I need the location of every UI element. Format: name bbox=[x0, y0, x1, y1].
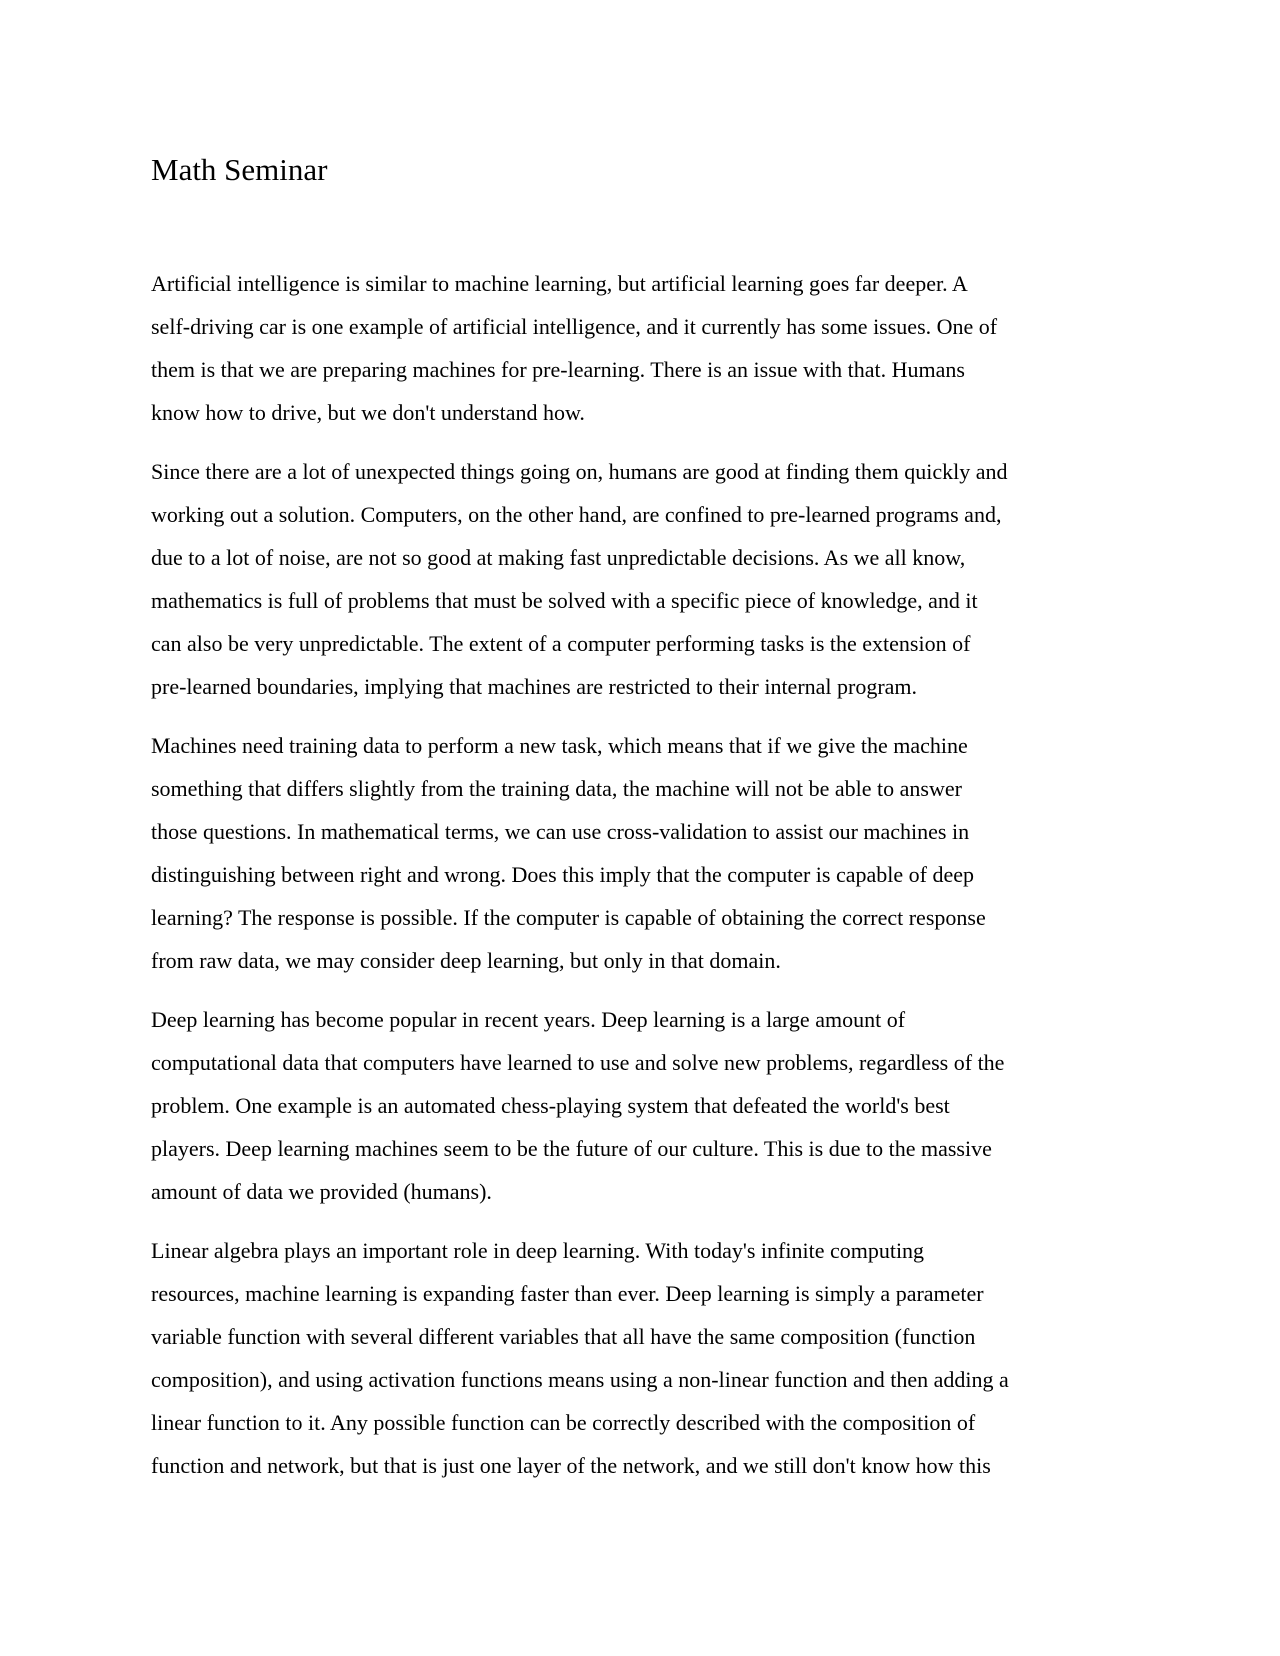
text-line: know how to drive, but we don't understand how. bbox=[151, 400, 585, 425]
document-title: Math Seminar bbox=[151, 152, 328, 187]
text-line: pre-learned boundaries, implying that machines are restricted to their internal program. bbox=[151, 674, 918, 699]
text-line: learning? The response is possible. If the computer is capable of obtaining the correct response bbox=[151, 905, 986, 930]
text-line: working out a solution. Computers, on the other hand, are confined to pre-learned programs and, bbox=[151, 502, 1002, 527]
text-line: from raw data, we may consider deep learning, but only in that domain. bbox=[151, 948, 781, 973]
document-body bbox=[151, 262, 1136, 1503]
text-line: function and network, but that is just one layer of the network, and we still don't know how this bbox=[151, 1453, 991, 1478]
text-line: Machines need training data to perform a new task, which means that if we give the machine bbox=[151, 733, 968, 758]
text-line: composition), and using activation functions means using a non-linear function and then adding a bbox=[151, 1367, 1009, 1392]
paragraph bbox=[151, 724, 1136, 982]
text-line: them is that we are preparing machines for pre-learning. There is an issue with that. Humans bbox=[151, 357, 965, 382]
text-line: self-driving car is one example of artificial intelligence, and it currently has some issues. One of bbox=[151, 314, 998, 339]
paragraph bbox=[151, 450, 1136, 708]
text-line: Linear algebra plays an important role in deep learning. With today's infinite computing bbox=[151, 1238, 925, 1263]
text-line: amount of data we provided (humans). bbox=[151, 1179, 492, 1204]
paragraph bbox=[151, 1229, 1136, 1487]
text-line: Artificial intelligence is similar to machine learning, but artificial learning goes far deeper. A bbox=[151, 271, 968, 296]
text-line: due to a lot of noise, are not so good at making fast unpredictable decisions. As we all know, bbox=[151, 545, 966, 570]
paragraph bbox=[151, 998, 1136, 1213]
text-line: Deep learning has become popular in recent years. Deep learning is a large amount of bbox=[151, 1007, 906, 1032]
text-line: variable function with several different variables that all have the same composition (function bbox=[151, 1324, 976, 1349]
text-line: Since there are a lot of unexpected things going on, humans are good at finding them quickly and bbox=[151, 459, 1008, 484]
text-line: problem. One example is an automated chess-playing system that defeated the world's best bbox=[151, 1093, 950, 1118]
text-line: players. Deep learning machines seem to be the future of our culture. This is due to the massive bbox=[151, 1136, 992, 1161]
text-line: linear function to it. Any possible function can be correctly described with the composition of bbox=[151, 1410, 976, 1435]
paragraph bbox=[151, 262, 1136, 434]
text-line: mathematics is full of problems that must be solved with a specific piece of knowledge, and it bbox=[151, 588, 978, 613]
text-line: something that differs slightly from the training data, the machine will not be able to answer bbox=[151, 776, 962, 801]
text-line: distinguishing between right and wrong. Does this imply that the computer is capable of deep bbox=[151, 862, 974, 887]
text-line: those questions. In mathematical terms, we can use cross-validation to assist our machines in bbox=[151, 819, 970, 844]
text-line: can also be very unpredictable. The extent of a computer performing tasks is the extension of bbox=[151, 631, 971, 656]
text-line: computational data that computers have learned to use and solve new problems, regardless of the bbox=[151, 1050, 1005, 1075]
text-line: resources, machine learning is expanding faster than ever. Deep learning is simply a parameter bbox=[151, 1281, 984, 1306]
